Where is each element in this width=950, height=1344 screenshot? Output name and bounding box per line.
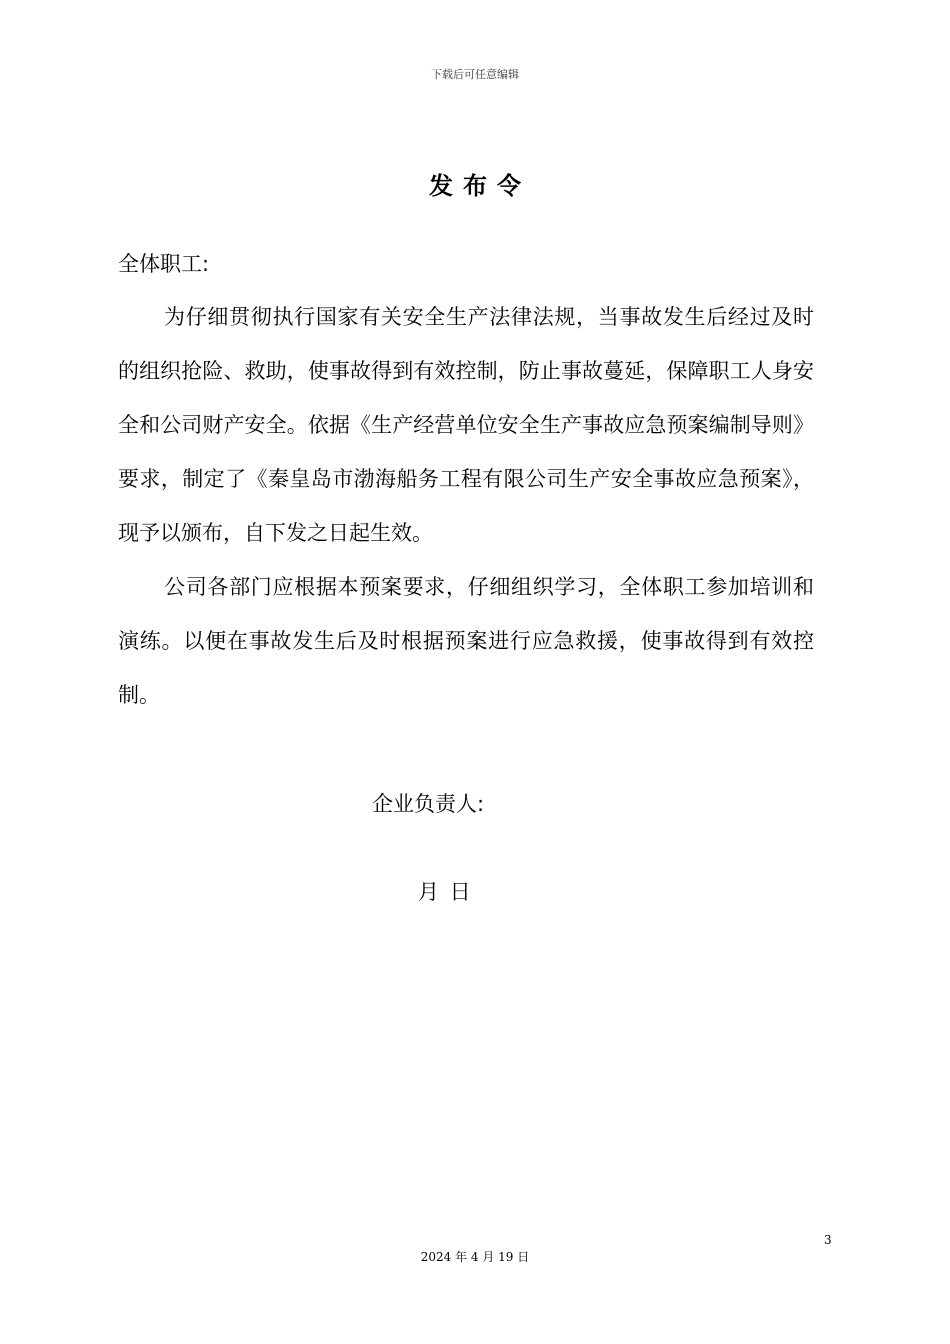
page-number: 3 [824,1233,832,1247]
body-paragraph: 公司各部门应根据本预案要求，仔细组织学习，全体职工参加培训和演练。以便在事故发生后及时根据预案进行应急救援，使事故得到有效控制。 [118,575,814,707]
body-paragraph: 为仔细贯彻执行国家有关安全生产法律法规，当事故发生后经过及时的组织抢险、救助，使事故得到有效控制，防止事故蔓延，保障职工人身安全和公司财产安全。依据《生产经营单位安全生产事故应急预案编制导则》要求，制定了《秦皇岛市渤海船务工程有限公司生产安全事故应急预案》，现予以颁布，自下发之日起生效。 [118,305,814,545]
footer-date: 2024 年 4 月 19 日 [420,1250,530,1264]
salutation: 全体职工: [118,252,210,276]
document-body [118,290,814,722]
signatory-label: 企业负责人: [372,792,485,816]
signature-date: 月 日 [418,880,471,904]
header-note: 下载后可任意编辑 [431,68,519,81]
document-title: 发布令 [429,172,531,200]
